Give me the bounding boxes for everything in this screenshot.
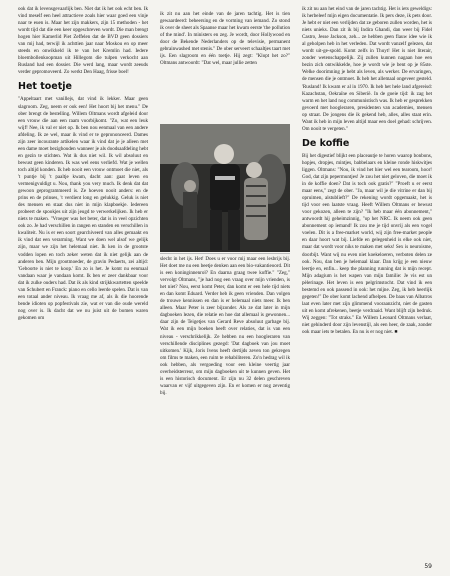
text-column-left — [18, 6, 148, 564]
paragraph-middle: slecht in het ijs. Het! Does u er voor mij maar een lesbrijs bij. Het doet me nu een beetje denken aan een bio-vakantieoord. Dit is een koninginnenrol? En daarna graag twee koffie." "Zeg," vervolgt Oltmans, "je had nog een vraag over mijn vrienden, is het niet? Nou, eerst komt Peter, dan komt er een hele tijd niets en dan komt Eduard. Verder heb ik geen vrienden. Dan volgen de trouwe kennissen en dan is er helemaal niets meer. Ik ben alleen. Maar Peter is zeer bijzonder. Als ze dat later in mijn dagboeken lezen, die relatie en hoe dat allemaal is gewonnen... daar zijn de Teigetjes van Gerard Reve absoluut garbage bij. Wat ik een mijn boeken heeft over relaties, dat is van een niveau - verschrikkelijk. Ze hebben nu een hoogleraren van verschillende disciplines gezegd: 'Dat dagboek van jou moet uitkomen.' Kijk, Joris Ivens heeft dertijds zeven ton gekregen om films te maken, een ruim te rehabiliteren. Zo'n hedrag wil ik ook hebben, als vergoeding voor een kleine veertig jaar overheidsterreur, om mijn dagboeken uit te kunnen geven. Het is een historisch document. Er zijn nu 32 delen geschreven waarvan er vijf uitgegeven zijn. En er komen er nog zeventig bij. — [160, 256, 290, 396]
paragraph-right-intro: ik zit nu aan het eind van de jaren tachtig. Het is iets geweldigs: ik herbeleef mijn eigen documentatie. Ik pers deze, ik pets door. Je hebt er niet een verlijden dat ze geboren zullen worden, het is niets unieks. Dan zit ik bij Indira Ghandi, dan weer bij Fidel Castro, Jesse Jackson, zeh... ze hebben geen flauw idee wie ik al geholpen heb in het verleden. Dat wordt vanzelf gelezen, dat wordt uit-ge-spold. Komt zelfs in Thuyt! Het is niet literair, zonder wetenschappelijk. Zij zullen kunnen nagaan hoe een bezin zich ontwikkelde, hoe je wordt wie je bent op je 85ste. Welke doorimning je hebt als leven, als werker. De ervaringen, de mensen die je ontmoet. Ik heb het allemaal ongeveer gesteld. 'Rusland! Ik kwam er al in 1970. Ik heb het hele land afgereisd: Kazachstan, Oekraïne en Siberië. In de goeie tijd: ik zag het warm en het land nog communistisch was. Ik heb er gesprekken gevoerd met hoogleraren, presidenten van academies, mensen op straat. De jongens die ik gekend heb, alles, alles staat erin. Want ik heb in mijn leven altijd maar een doel gehad: schrijven. Om nooit te vergeten." — [302, 6, 432, 132]
text-column-right — [302, 6, 432, 564]
paragraph-middle-top: ik zit nu aan het einde van de jaren tachtig. Het is tien gewaardeerd: beheersing en de vorming van iemand. Zo stond ik over de sheet als Spaanse maar het kwam eerste 'the pollution of the mind'. In ministers en zeg. Je wordt, door Hollywood en door de Bekende Nederlanders op de televisie, permanent gebrainwashed met stenis." De ober serveert schaaltjes taart met ijs. Een slagroom en één toetje. Hij zegt: "Klopt het zo?" Oltmans antwoordt: "Dat wel, maar jullie zetten — [160, 11, 290, 67]
photo-oltmans — [160, 124, 290, 252]
paragraph-toetje: "Appeltaart met vanillejs, dat vind ik lekker. Maar geen slagroom. Zeg, neem er ook een! Het hoort bij het menu." De ober brengt de bestelling. Willem Oltmans wordt afgeleid door een vrouw die aan een raam voorbijkomt. "Zo, wat een leuk wijf! Nee, ik val er niet op. Ik ben nou eenmaal van een andere afdeling. Ik ze wel, maar ik vind er te geprononceerd. Dames zijn zeer incourante artikelen waar ik vind dat je je alleen met een dame moet bezighouden wanneer je als doodsaafdeling hebt en gezin te stichten. Wat ik dus niet wil. Ik wil absoluut en bewust geen kinderen. Ik was wel eens verliefd. Wat je wellen toch altijd konden. Ik heb nooit een vrouw ontmoet die niet, als 't puntje bij 't paaltje kwam, dacht aan: gaat leven en vermenigvuldigt u. Nou, thank you very much. Ik denk dat dat gewoon geprogrammeerd is. Ze hoeven nooit anders: en de prins en de prinses, 't verdient long en gelukkig. Geluk is niet des mensen en staat dus niet in mijn klapboekje. Iedereen probeert de spookjes uit zijn jeugd te verwerkelijken. Ik heb er niets te maken. "Vroeger was het beter, dat is in veel opzichten ook zo. Je had verschillen in rangen en standen en verschillen in kwaliteit. Nu is er een soort gearchiveerd van alles gemaakt en ik vind dat een verarming. Want we doen wel alsof we gelijk zijn, maar we zijn het helemaal niet. Ik ken in de grootste vodden lopen en toch zeker weten dat ik niet gelijk aan de anderen ben. Mijn grootmoeder, de gravin Pedaerts, zei altijd: 'Geboorte is niet te koop.' En zo is het. Je komt nu eenmaal vandaan waar je vandaan komt. Ik ben er zeer dankbaar voor dat ik zulke ouders had. Dat ik als kind strijkkwartetten speelde van Schubert en Franck: piano en cello leerde spelen. Dat is van een totaal ander niveau. Ik vraag me af, als ik die hoorende bende idioten op popfestivals zie, wat er van die oude wereld nog over is. Ik dacht dat we nu juist uit de bomen waren gekomen om — [18, 96, 148, 321]
paragraph-koffie: Bij het digestief blijkt een placeautje te horen waarop bonbons, hopjes, dropjes, mintjes, babbelaars en kleine ronde hiskwitjes liggen. Oltmans: "Nou, ik vind het hier wel een tearoom, hoor! God, dat zijn pepermuntjes! Je zou het niet geloven, die moet ik in de koffie doen? Dat is toch ook gratis?" "Proeft u er eerst maar eens," zegt de ober. "Ja, maar wil je die vitrine er dan bij opruimen, alstublieft?" De rekening wordt opgemaakt, het is tijd voor een laatste vraag. Heeft Willem Oltmans er bewust voor gekozen, alleen te zijn? "Ik heb maar één abonnement," antwoordt hij geheimzinnig, "op het NRC. Ik neem ook geen abonnement op iemand! Ik zou me je tijd onvrij als een vogel voelen. Dit is a free-market world, wij zijn free-market people en daar hoort wat bij. Liefde en gelegenheid is elke ook niet, maar dat wordt voor niks te maken met seks! Sex is neuroisme, doorbijt. Want wij nu even niet koekeloeren, verboten delen ze ook. Nou, dan ben je helemaal klaar. Dan krijg je een nieuw leertje en, enfin... keep the planning running dat is mijn recept. Mijn adagium is het wapen van mijn familie: Je vis est un pèlerinage. Het leven is een pelgrimstocht. Dat vind ik een bestemd en ook passend in ook: het mijne. Zeg, ik heb heerlijk gegeten!" De ober komt lachend afhelpen. De baas van Albatros laat even later met zijn glimmend vooraanzicht, niet de gasten uit en komt afrekenen, beetje verdraaid. Want blijft zijn bedruk. Wij zeggen: "Tot straks." En Willem Leonard Oltmans verlaat, niet gehinderd door zijn levenstijl, als een heer, de zaak, zonder ook maar iets te betalen. En nu is er nog niet. ■ — [302, 152, 432, 336]
section-heading-toetje: Het toetje — [18, 81, 72, 93]
photo-divider — [160, 253, 290, 254]
paragraph-intro: ook dat ik levensgevaarlijk ben. Niet dat ik het ook echt ben. Ik vind meself een heel attractieve zoals hier waar goed een vinje naar te euen is. Maar het zijn makkers, zijn 15 methoden - het wordt tijd dat die een keer opgeschreven wordt. Die man brengt hogen hier Kamerlid Piet Zeffelen dat de BVD geen dossiers van mij had, terwijl ik achttien jaar naar Moskou en op meer steeds en onwikkeld ik te van het Kremlin had. Iedere bloembollenkoopman uit Hillegom die tulpen verkocht aan Rusland had een dossier. Die werd lang, maar wordt zeeuds verder gepromoveerd. Zo werkt Den Haag, frisse boel! — [18, 6, 148, 76]
page-number: 59 — [424, 563, 432, 570]
section-heading-koffie: De koffie — [302, 137, 350, 149]
text-column-middle — [160, 256, 290, 564]
text-column-middle-top — [160, 6, 290, 72]
